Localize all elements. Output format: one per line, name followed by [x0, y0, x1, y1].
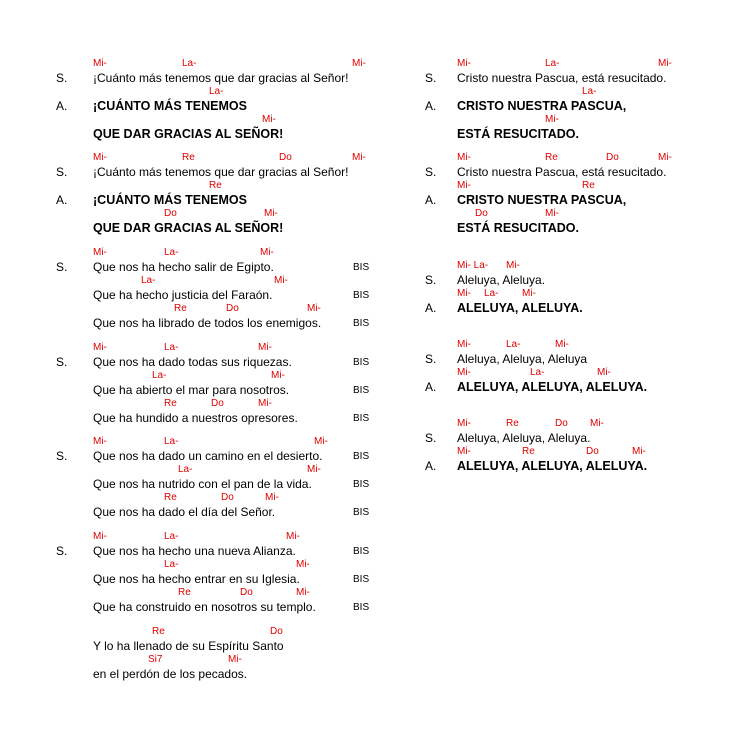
- assembly-lyric-line: ¡CUÁNTO MÁS TENEMOS: [93, 193, 247, 207]
- chord-label: Re: [545, 152, 558, 163]
- chord-label: Do: [211, 398, 224, 409]
- assembly-lyric-line: QUE DAR GRACIAS AL SEÑOR!: [93, 127, 284, 141]
- assembly-lyric-line: ALELUYA, ALELUYA, ALELUYA.: [457, 459, 648, 473]
- chord-label: Do: [221, 492, 234, 503]
- chord-label: Mi-: [258, 342, 272, 353]
- chord-label: La-: [484, 288, 499, 299]
- chord-label: Do: [586, 446, 599, 457]
- bis-repeat-marker: BIS: [353, 318, 370, 329]
- chord-label: Mi-: [457, 367, 471, 378]
- chord-label: Mi-: [271, 370, 285, 381]
- chord-label: La-: [141, 275, 156, 286]
- chord-label: La-: [545, 58, 560, 69]
- chord-label: Mi-: [457, 446, 471, 457]
- lyric-line: Que ha hundido a nuestros opresores.: [93, 411, 298, 425]
- speaker-label: A.: [425, 380, 437, 394]
- chord-label: La-: [209, 86, 224, 97]
- chord-label: La-: [164, 559, 179, 570]
- chord-label: Mi-: [93, 531, 107, 542]
- speaker-label: A.: [425, 193, 437, 207]
- lyric-line: Que nos ha hecho entrar en su Iglesia.: [93, 572, 300, 586]
- chord-label: Mi-: [545, 208, 559, 219]
- chord-label: Mi-: [457, 288, 471, 299]
- lyric-line: Que nos ha hecho salir de Egipto.: [93, 260, 274, 274]
- lyric-line: en el perdón de los pecados.: [93, 667, 248, 681]
- chord-label: Mi-: [93, 342, 107, 353]
- chord-label: Mi-: [93, 436, 107, 447]
- speaker-label: S.: [425, 273, 437, 287]
- chord-label: Mi-: [296, 587, 310, 598]
- chord-label: Re: [582, 180, 595, 191]
- speaker-label: S.: [56, 544, 68, 558]
- chord-label: Mi-: [457, 152, 471, 163]
- chord-label: Mi-: [307, 464, 321, 475]
- lyric-line: Que ha construido en nosotros su templo.: [93, 600, 316, 614]
- assembly-lyric-line: ESTÁ RESUCITADO.: [457, 127, 579, 141]
- lyric-line: Que nos ha nutrido con el pan de la vida.: [93, 477, 312, 491]
- chord-label: Do: [475, 208, 488, 219]
- chord-label: Mi-: [658, 58, 672, 69]
- chord-label: Re: [522, 446, 535, 457]
- chord-label: Mi-: [545, 114, 559, 125]
- chord-label: Mi-: [314, 436, 328, 447]
- assembly-lyric-line: QUE DAR GRACIAS AL SEÑOR!: [93, 221, 284, 235]
- chord-label: Re: [164, 492, 177, 503]
- chord-label: Re: [506, 418, 519, 429]
- chord-label: Mi-: [262, 114, 276, 125]
- chord-label: Do: [279, 152, 292, 163]
- chord-label: Si7: [148, 654, 163, 665]
- chord-label: Mi-: [590, 418, 604, 429]
- bis-repeat-marker: BIS: [353, 290, 370, 301]
- assembly-lyric-line: ALELUYA, ALELUYA.: [457, 301, 583, 315]
- chord-label: Mi-: [93, 58, 107, 69]
- bis-repeat-marker: BIS: [353, 602, 370, 613]
- assembly-lyric-line: CRISTO NUESTRA PASCUA,: [457, 99, 627, 113]
- speaker-label: S.: [56, 449, 68, 463]
- chord-label: Mi-: [264, 208, 278, 219]
- lyric-line: Que nos ha dado todas sus riquezas.: [93, 355, 292, 369]
- speaker-label: A.: [56, 193, 68, 207]
- chord-label: La-: [164, 531, 179, 542]
- chord-label: La-: [182, 58, 197, 69]
- bis-repeat-marker: BIS: [353, 451, 370, 462]
- chord-label: La-: [530, 367, 545, 378]
- chord-label: Do: [226, 303, 239, 314]
- lyric-line: ¡Cuánto más tenemos que dar gracias al Señor!: [93, 71, 349, 85]
- chord-label: Mi-: [555, 339, 569, 350]
- lyric-line: Que ha abierto el mar para nosotros.: [93, 383, 290, 397]
- speaker-label: S.: [425, 352, 437, 366]
- speaker-label: S.: [425, 165, 437, 179]
- chord-label: Re: [178, 587, 191, 598]
- speaker-label: S.: [56, 260, 68, 274]
- bis-repeat-marker: BIS: [353, 479, 370, 490]
- chord-label: Mi-: [258, 398, 272, 409]
- chord-label: Mi-: [286, 531, 300, 542]
- bis-repeat-marker: BIS: [353, 262, 370, 273]
- chord-label: La-: [164, 247, 179, 258]
- lyric-line: Aleluya, Aleluya, Aleluya: [457, 352, 588, 366]
- chord-label: Mi-: [506, 260, 520, 271]
- chord-label: Mi-: [457, 418, 471, 429]
- speaker-label: A.: [56, 99, 68, 113]
- lyric-line: Aleluya, Aleluya.: [457, 273, 546, 287]
- chord-label: Mi-: [265, 492, 279, 503]
- lyric-line: Que ha hecho justicia del Faraón.: [93, 288, 273, 302]
- bis-repeat-marker: BIS: [353, 574, 370, 585]
- chord-label: Mi-: [658, 152, 672, 163]
- chord-label: Re: [209, 180, 222, 191]
- lyric-line: Que nos ha librado de todos los enemigos.: [93, 316, 322, 330]
- chord-label: Do: [270, 626, 283, 637]
- chord-label: Mi-: [457, 339, 471, 350]
- chord-label: Re: [174, 303, 187, 314]
- chord-label: Re: [152, 626, 165, 637]
- chord-label: Do: [164, 208, 177, 219]
- chord-label: La-: [582, 86, 597, 97]
- bis-repeat-marker: BIS: [353, 385, 370, 396]
- bis-repeat-marker: BIS: [353, 546, 370, 557]
- chord-label: Re: [164, 398, 177, 409]
- lyric-line: Cristo nuestra Pascua, está resucitado.: [457, 71, 667, 85]
- chord-label: La-: [152, 370, 167, 381]
- chord-label: Mi-: [93, 247, 107, 258]
- bis-repeat-marker: BIS: [353, 507, 370, 518]
- chord-label: Mi-: [597, 367, 611, 378]
- speaker-label: S.: [56, 165, 68, 179]
- chord-label: Mi-: [307, 303, 321, 314]
- chord-label: La-: [164, 342, 179, 353]
- speaker-label: S.: [56, 71, 68, 85]
- lyric-line: Que nos ha dado el día del Señor.: [93, 505, 276, 519]
- chord-label: Mi-: [93, 152, 107, 163]
- lyric-line: Cristo nuestra Pascua, está resucitado.: [457, 165, 667, 179]
- chord-label: Do: [240, 587, 253, 598]
- bis-repeat-marker: BIS: [353, 413, 370, 424]
- lyric-line: ¡Cuánto más tenemos que dar gracias al Señor!: [93, 165, 349, 179]
- chord-label: Do: [555, 418, 568, 429]
- speaker-label: S.: [56, 355, 68, 369]
- lyric-line: Aleluya, Aleluya, Aleluya.: [457, 431, 591, 445]
- assembly-lyric-line: ALELUYA, ALELUYA, ALELUYA.: [457, 380, 648, 394]
- chord-label: Mi- La-: [457, 260, 489, 271]
- chord-label: Mi-: [274, 275, 288, 286]
- chord-label: Mi-: [632, 446, 646, 457]
- lyric-line: Que nos ha dado un camino en el desierto.: [93, 449, 323, 463]
- chord-label: Do: [606, 152, 619, 163]
- chord-label: Mi-: [260, 247, 274, 258]
- lyric-line: Y lo ha llenado de su Espíritu Santo: [93, 639, 284, 653]
- assembly-lyric-line: ESTÁ RESUCITADO.: [457, 221, 579, 235]
- chord-label: Mi-: [522, 288, 536, 299]
- speaker-label: A.: [425, 459, 437, 473]
- chord-label: Mi-: [457, 180, 471, 191]
- speaker-label: S.: [425, 71, 437, 85]
- chord-label: Re: [182, 152, 195, 163]
- chord-label: La-: [178, 464, 193, 475]
- chord-label: La-: [506, 339, 521, 350]
- chord-label: Mi-: [457, 58, 471, 69]
- speaker-label: A.: [425, 99, 437, 113]
- assembly-lyric-line: CRISTO NUESTRA PASCUA,: [457, 193, 627, 207]
- speaker-label: S.: [425, 431, 437, 445]
- chord-label: Mi-: [296, 559, 310, 570]
- assembly-lyric-line: ¡CUÁNTO MÁS TENEMOS: [93, 99, 247, 113]
- bis-repeat-marker: BIS: [353, 357, 370, 368]
- chord-label: Mi-: [228, 654, 242, 665]
- lyric-line: Que nos ha hecho una nueva Alianza.: [93, 544, 296, 558]
- chord-label: Mi-: [352, 58, 366, 69]
- speaker-label: A.: [425, 301, 437, 315]
- chord-label: Mi-: [352, 152, 366, 163]
- chord-label: La-: [164, 436, 179, 447]
